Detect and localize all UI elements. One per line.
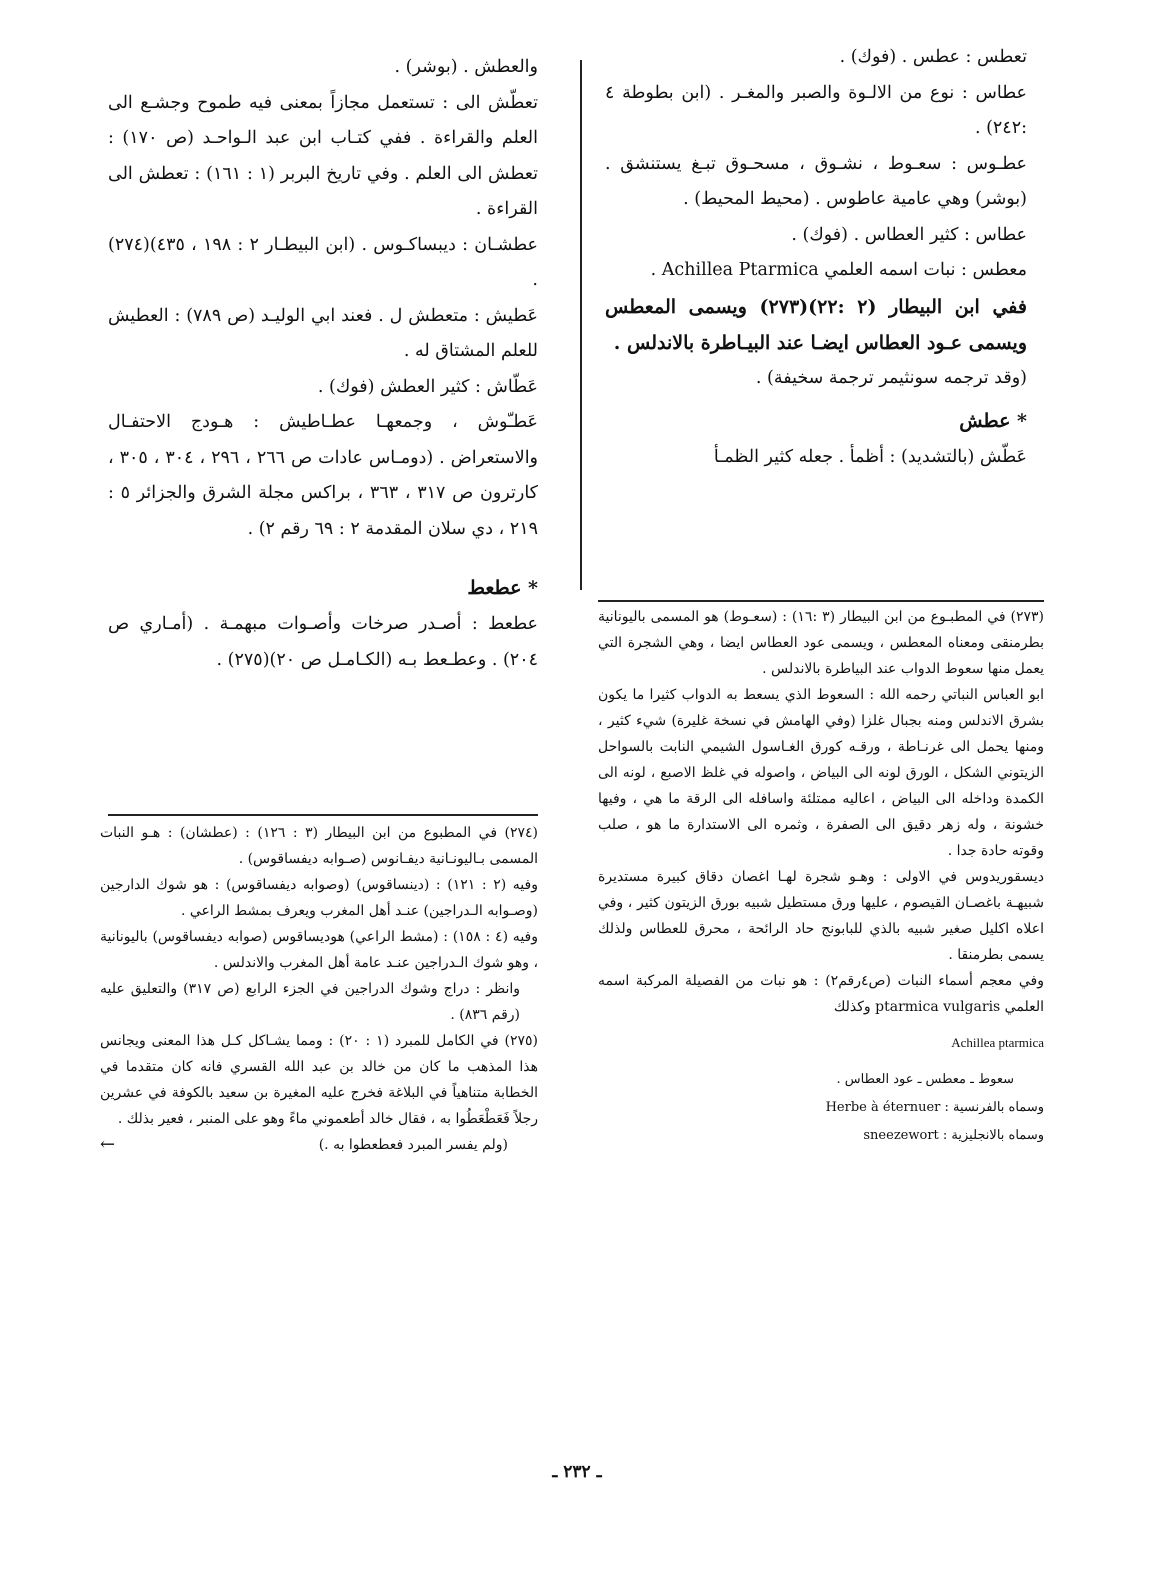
footnote-divider-left [108,814,538,816]
footnote-273-nabati: ابو العباس النباتي رحمه الله : السعوط الذي يسعط به الدواب كثيرا ما يكون بشرق الاندلس ومنه بجبال غلزا (وفي الهامش في نسخة غليرة) شيء كثير ، ومنها يحمل الى غرنـاطة ، ورقـه كورق الغـاسول الشيمي النابت بالسواحل الزيتوني الشكل ، الورق لونه الى البياض ، واصوله في غلظ الاصبع ، لونه الى الكمدة وداخله الى البياض ، اعاليه ممتلئة واسافله الى الرقة ما هي ، وفيها خشونة ، وله زهر دقيق الى الصفرة ، وثمره الى الاستدارة ما هو ، صلب وقوته حادة جدا . [598,687,1044,859]
latin-name: Achillea ptarmica [951,1035,1044,1050]
footnote-273-lexicon: وفي معجم أسماء النبات (ص٤رقم٢) : هو نبات من الفصيلة المركبة اسمه العلمي ptarmica vulgaris وكذلك [598,973,1045,1015]
footnote-274-c: وفيه (٤ : ١٥٨) : (مشط الراعي) هوديساقوس (صوابه ديفساقوس) باليونانية ، وهو شوك الـدراجين عنـد عامة أهل المغرب والاندلس . [100,929,538,971]
synonyms-line: سعوط ـ معطس ـ عود العطاس . [836,1072,1014,1087]
entry-atash-bushr: والعطش . (بوشر) . [394,57,538,77]
section-heading-atat: * عطعط [467,577,538,599]
entry-attash: عَطّش (بالتشديد) : أظمأ . جعله كثير الظمـأ [713,447,1027,467]
entry-atshan: عطشـان : ديبساكـوس . (ابن البيطـار ٢ : ١٩٨ ، ٤٣٥)(٢٧٤) . [108,234,538,290]
entry-attash-left: عَطّاش : كثير العطش (فوك) . [317,376,538,397]
entry-attas-2: عطاس : كثير العطاس . (فوك) . [791,224,1027,245]
entry-taatus: تعطس : عطس . (فوك) . [839,47,1027,67]
entry-sontheimer-note: (وقد ترجمه سونثيمر ترجمة سخيفة) . [755,367,1027,388]
column-divider [580,60,582,590]
continue-arrow-icon: ← [100,1134,116,1155]
footnote-274-d: وانظر : دراج وشوك الدراجين في الجزء الرابع (ص ٣١٧) والتعليق عليه (رقم ٨٣٦) . [100,981,521,1023]
footnote-275-closing: (ولم يفسر المبرد فعطعطوا به .) [318,1137,508,1153]
entry-atat: عطعط : أصـدر صرخات وأصـوات مبهمـة . (أمـاري ص ٢٠٤) . وعطـعط بـه (الكـامـل ص ٢٠)(٢٧٥) . [108,614,538,670]
right-footnotes [598,604,1044,1150]
entry-taattash-ila: تعطّش الى : تستعمل مجازاً بمعنى فيه طموح وجشـع الى العلم والقراءة . ففي كتـاب ابن عبد الـواحـد (ص ١٧٠) : تعطش الى العلم . وفي تاريخ البربر (١ : ١٦١) : تعطش الى القراءة . [108,92,539,219]
english-name: وسماه بالانجليزية : sneezewort [863,1128,1044,1143]
footnote-divider-right [598,600,1044,602]
french-name: وسماه بالفرنسية : Herbe à éternuer [825,1100,1044,1115]
entry-attush: عَطـّوش ، وجمعهـا عطـاطيش : هـودج الاحتفـال والاستعراض . (دومـاس عادات ص ٢٦٦ ، ٢٩٦ ، ٣٠٤ ، ٣٠٥ ، كارترون ص ٣١٧ ، ٣٦٣ ، براكس مجلة الشرق والجزائر ٥ : ٢١٩ ، دي سلان المقدمة ٢ : ٦٩ رقم ٢) . [108,412,539,539]
entry-maatas: معطس : نبات اسمه العلمي Achillea Ptarmica . [650,260,1027,280]
entry-atus: عطـوس : سعـوط ، نشـوق ، مسحـوق تبـغ يستنشق . (بوشر) وهي عامية عاطوس . (محيط المحيط) . [605,153,1027,209]
footnote-274: (٢٧٤) في المطبوع من ابن البيطار (٣ : ١٢٦) : (عطشان) : هـو النبات المسمى بـاليونـانية ديفـانوس (صـوابه ديفساقوس) . [100,825,538,867]
footnote-273-dioscorides: ديسقوريدوس في الاولى : وهـو شجرة لهـا اغصان دقاق كبيرة مستديرة شبيهـة باغصـان القيصوم ، عليها ورق مستطيل شبيه بورق الزيتون كثير ، وفي اعلاه اكليل صغير شبيه بالذي للبابونج حاد الرائحة ، محرق للعطاس ولذلك يسمى بطرمنقا . [598,869,1044,963]
footnote-274-b: وفيه (٢ : ١٢١) : (دينساقوس) (وصوابه ديفساقوس) : هو شوك الدارجين (وصـوابه الـدراجين) عنـد أهل المغرب ويعرف بمشط الراعي . [100,877,538,919]
entry-ibn-baytar: ففي ابن البيطار (٢ :٢٢)(٢٧٣) ويسمى المعطس ويسمى عـود العطاس ايضـا عند البيـاطرة بالاندلس . [605,295,1027,354]
footnote-275: (٢٧٥) في الكامل للمبرد (١ : ٢٠) : ومما يشـاكل كـل هذا المعنى ويجانس هذا المذهب ما كان من خالد بن عبد الله القسري فانه كان متقدما في الخطابة متناهياً في البلاغة فخرج عليه المغيرة بن سعيد بالكوفة في عشرين رجلاً فَعَطْعَطُوا به ، فقال خالد أطعموني ماءً وهو على المنبر ، فعير بذلك . [100,1033,538,1127]
left-column [108,50,538,678]
left-footnotes [100,820,538,1158]
footnote-275-note [100,1132,538,1158]
right-column [605,40,1027,476]
entry-atish: عَطيش : متعطش ل . فعند ابي الوليـد (ص ٧٨٩) : العطيش للعلم المشتاق له . [108,305,538,361]
page-number: ـ ٢٣٢ ـ [552,1462,602,1482]
section-heading-atash: * عطش [959,410,1027,432]
entry-attas: عطاس : نوع من الالـوة والصبر والمغـر . (ابن بطوطة ٤ :٢٤٢) . [605,82,1027,138]
footnote-273: (٢٧٣) في المطبـوع من ابن البيطار (٣ :١٦) : (سعـوط) هو المسمى باليونانية بطرمنقى ومعناه المعطس ، ويسمى عود العطاس ايضا ، وهي الشجرة التي يعمل منها سعوط الدواب عند البياطرة بالاندلس . [598,609,1044,677]
